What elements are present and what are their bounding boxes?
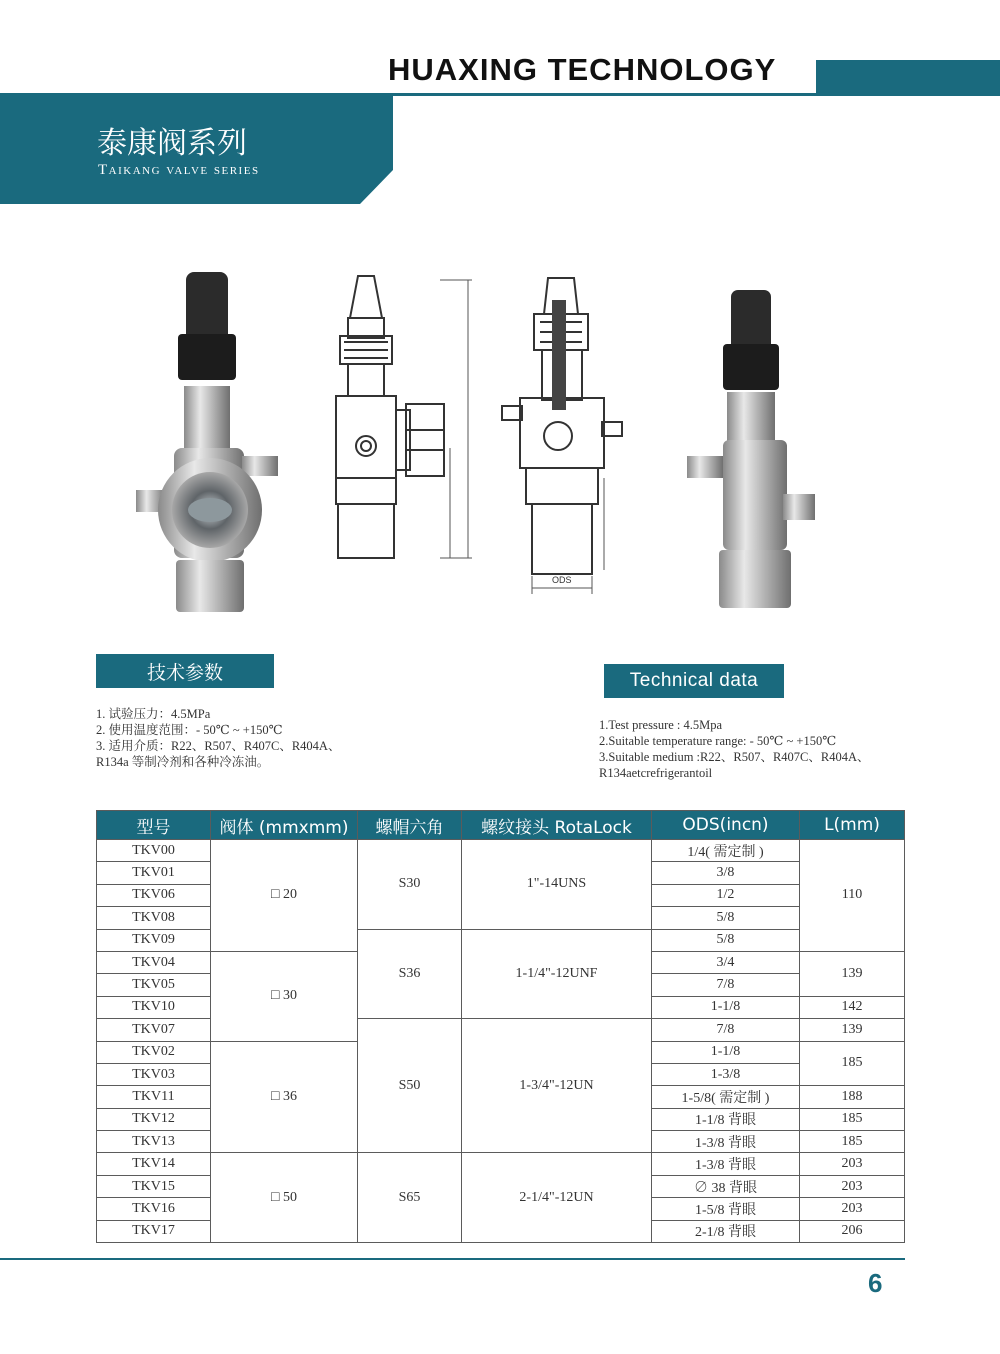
spec-line: R134aetcrefrigerantoil (599, 766, 713, 780)
spec-line: 3.Suitable medium :R22、R507、R407C、R404A、 (599, 750, 870, 764)
valve-photo-front (130, 268, 285, 620)
length-cell: 188 (800, 1086, 905, 1108)
brand-accent-bar (816, 60, 1000, 96)
model-cell: TKV14 (97, 1153, 211, 1175)
thread-cell: 1"-14UNS (462, 840, 652, 930)
ods-cell: 1-1/8 背眼 (652, 1108, 800, 1130)
ods-cell: 1-1/8 (652, 1041, 800, 1063)
model-cell: TKV07 (97, 1019, 211, 1041)
model-cell: TKV08 (97, 907, 211, 929)
table-row (97, 1153, 905, 1175)
ods-cell: 1-5/8( 需定制 ) (652, 1086, 800, 1108)
model-cell: TKV05 (97, 974, 211, 996)
ods-cell: 1-3/8 背眼 (652, 1153, 800, 1175)
length-cell: 142 (800, 996, 905, 1018)
valve-photo-side (683, 288, 818, 613)
model-cell: TKV10 (97, 996, 211, 1018)
length-cell: 139 (800, 951, 905, 996)
table-row (97, 840, 905, 862)
length-cell: 185 (800, 1131, 905, 1153)
model-cell: TKV02 (97, 1041, 211, 1063)
tech-params-label-cn: 技术参数 (96, 654, 274, 688)
col-header-model: 型号 (97, 811, 211, 840)
ods-cell: 5/8 (652, 907, 800, 929)
spec-line: 3. 适用介质：R22、R507、R407C、R404A、 (96, 739, 341, 753)
ods-cell: 1/2 (652, 884, 800, 906)
valve-drawing-side (330, 270, 480, 570)
ods-cell: 1-3/8 背眼 (652, 1131, 800, 1153)
brand-title: HUAXING TECHNOLOGY (388, 52, 777, 87)
length-cell: 206 (800, 1220, 905, 1242)
model-cell: TKV04 (97, 951, 211, 973)
ods-cell: 2-1/8 背眼 (652, 1220, 800, 1242)
nut-cell: S36 (358, 929, 462, 1019)
length-cell: 110 (800, 840, 905, 952)
model-cell: TKV17 (97, 1220, 211, 1242)
ods-cell: 3/8 (652, 862, 800, 884)
model-spec-table (96, 810, 905, 1243)
length-cell: 139 (800, 1019, 905, 1041)
col-header-length: L(mm) (800, 811, 905, 840)
ods-cell: 1-5/8 背眼 (652, 1198, 800, 1220)
model-cell: TKV16 (97, 1198, 211, 1220)
model-cell: TKV01 (97, 862, 211, 884)
table-header-row (97, 811, 905, 840)
tech-data-label-en: Technical data (604, 664, 784, 698)
ods-cell: 7/8 (652, 1019, 800, 1041)
thread-cell: 1-1/4"-12UNF (462, 929, 652, 1019)
spec-line: R134a 等制冷剂和各种冷冻油。 (96, 755, 270, 769)
spec-line: 1.Test pressure : 4.5Mpa (599, 718, 723, 732)
ods-cell: 7/8 (652, 974, 800, 996)
thread-cell: 2-1/4"-12UN (462, 1153, 652, 1243)
length-cell: 203 (800, 1198, 905, 1220)
nut-cell: S50 (358, 1019, 462, 1153)
footer-rule (0, 1258, 905, 1260)
model-cell: TKV15 (97, 1175, 211, 1197)
ods-cell: 5/8 (652, 929, 800, 951)
col-header-body: 阀体 (mmxmm) (211, 811, 358, 840)
spec-line: 1. 试验压力：4.5MPa (96, 707, 211, 721)
spec-list-en (599, 717, 870, 781)
ods-cell: ∅ 38 背眼 (652, 1175, 800, 1197)
model-cell: TKV11 (97, 1086, 211, 1108)
length-cell: 203 (800, 1175, 905, 1197)
model-cell: TKV12 (97, 1108, 211, 1130)
ods-dimension-label: ODS (552, 575, 572, 585)
body-cell: □ 50 (211, 1153, 358, 1243)
body-cell: □ 20 (211, 840, 358, 952)
model-cell: TKV06 (97, 884, 211, 906)
thread-cell: 1-3/4"-12UN (462, 1019, 652, 1153)
spec-line: 2. 使用温度范围：- 50℃ ~ +150℃ (96, 723, 283, 737)
body-cell: □ 36 (211, 1041, 358, 1153)
ods-cell: 1-3/8 (652, 1063, 800, 1085)
model-cell: TKV03 (97, 1063, 211, 1085)
series-title-en: Taikang valve series (98, 162, 260, 178)
series-title-cn: 泰康阀系列 (97, 126, 247, 161)
col-header-thread: 螺纹接头 RotaLock (462, 811, 652, 840)
spec-list-cn (96, 706, 340, 770)
length-cell: 203 (800, 1153, 905, 1175)
model-cell: TKV13 (97, 1131, 211, 1153)
body-cell: □ 30 (211, 951, 358, 1041)
valve-drawing-section (494, 270, 624, 600)
model-cell: TKV00 (97, 840, 211, 862)
spec-line: 2.Suitable temperature range: - 50℃ ~ +150℃ (599, 734, 837, 748)
nut-cell: S65 (358, 1153, 462, 1243)
length-cell: 185 (800, 1041, 905, 1086)
page-number: 6 (868, 1268, 883, 1298)
col-header-nut: 螺帽六角 (358, 811, 462, 840)
length-cell: 185 (800, 1108, 905, 1130)
nut-cell: S30 (358, 840, 462, 930)
ods-cell: 3/4 (652, 951, 800, 973)
ods-cell: 1/4( 需定制 ) (652, 840, 800, 862)
model-cell: TKV09 (97, 929, 211, 951)
col-header-ods: ODS(incn) (652, 811, 800, 840)
ods-cell: 1-1/8 (652, 996, 800, 1018)
